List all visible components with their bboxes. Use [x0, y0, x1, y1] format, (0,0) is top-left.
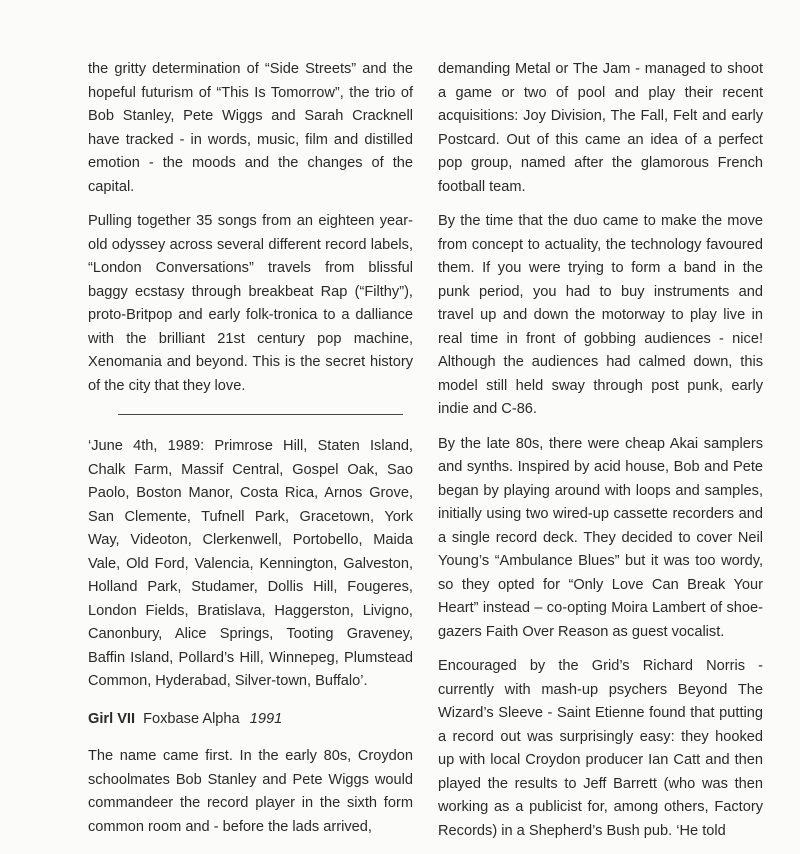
paragraph: By the late 80s, there were cheap Akai samplers and synths. Inspired by acid house, Bob and Pete began by playing around with loops and samples, initially using two wired-up cassette recorders and a single record deck. They decided to cover Neil Young’s “Ambulance Blues” but it was too wordy, so they opted for “Only Love Can Break Your Heart” instead – co-opting Moira Lambert of shoe-gazers Faith Over Reason as guest vocalist. [438, 435, 763, 640]
place-list-quote: ‘June 4th, 1989: Primrose Hill, Staten Island, Chalk Farm, Massif Central, Gospel Oak, Sao Paolo, Boston Manor, Costa Rica, Arnos Grove, San Clemente, Tufnell Park, Gracetown, York Way, Videoton, Clerkenwell, Portobello, Maida Vale, Old Ford, Valencia, Kennington, Galveston, Holland Park, Studamer, Dollis Hill, Fougeres, London Fields, Bratislava, Haggerston, Livigno, Canonbury, Alice Springs, Tooting Graveney, Baffin Island, Pollard’s Hill, Winnepeg, Plumstead Common, Hyderabad, Silver-town, Buffalo’. [88, 438, 413, 689]
track-year: 1991 [249, 710, 283, 727]
left-column [88, 58, 413, 850]
paragraph: the gritty determination of “Side Streets” and the hopeful futurism of “This Is Tomorrow”, the trio of Bob Stanley, Pete Wiggs and Sarah Cracknell have tracked - in words, music, film and distilled emotion - the moods and the changes of the capital. [88, 61, 413, 195]
paragraph: Pulling together 35 songs from an eighteen year-old odyssey across several different record labels, “London Conversations” travels from blissful baggy ecstasy through breakbeat Rap (“Filthy”), proto-Britpop and early folk-tronica to a dalliance with the brilliant 21st century pop machine, Xenomania and beyond. This is the secret history of the city that they love. [88, 213, 413, 394]
paragraph: By the time that the duo came to make the move from concept to actuality, the technology favoured them. If you were trying to form a band in the punk period, you had to buy instruments and travel up and down the motorway to play live in real time in front of gobbing audiences - nice! Although the audiences had calmed down, this model still held sway through post punk, early indie and C-86. [438, 213, 763, 417]
paragraph: The name came first. In the early 80s, Croydon schoolmates Bob Stanley and Pete Wiggs would commandeer the record player in the sixth form common room and - before the lads arrived, [88, 748, 413, 835]
track-title: Girl VII [88, 710, 136, 727]
right-column [438, 58, 763, 854]
divider-rule [118, 414, 403, 415]
track-album: Foxbase Alpha [143, 710, 240, 727]
paragraph: Encouraged by the Grid’s Richard Norris - currently with mash-up psychers Beyond The Wizard’s Sleeve - Saint Etienne found that putting a record out was surprisingly easy: they hooked up with local Croydon producer Ian Catt and then played the results to Jeff Barrett (who was then working as a publicist for, among others, Factory Records) in a Shepherd’s Bush pub. ‘He told [438, 658, 763, 839]
track-heading [88, 708, 413, 732]
paragraph: demanding Metal or The Jam - managed to shoot a game or two of pool and play their recent acquisitions: Joy Division, The Fall, Felt and early Postcard. Out of this came an idea of a perfect pop group, named after the glamorous French football team. [438, 61, 763, 195]
